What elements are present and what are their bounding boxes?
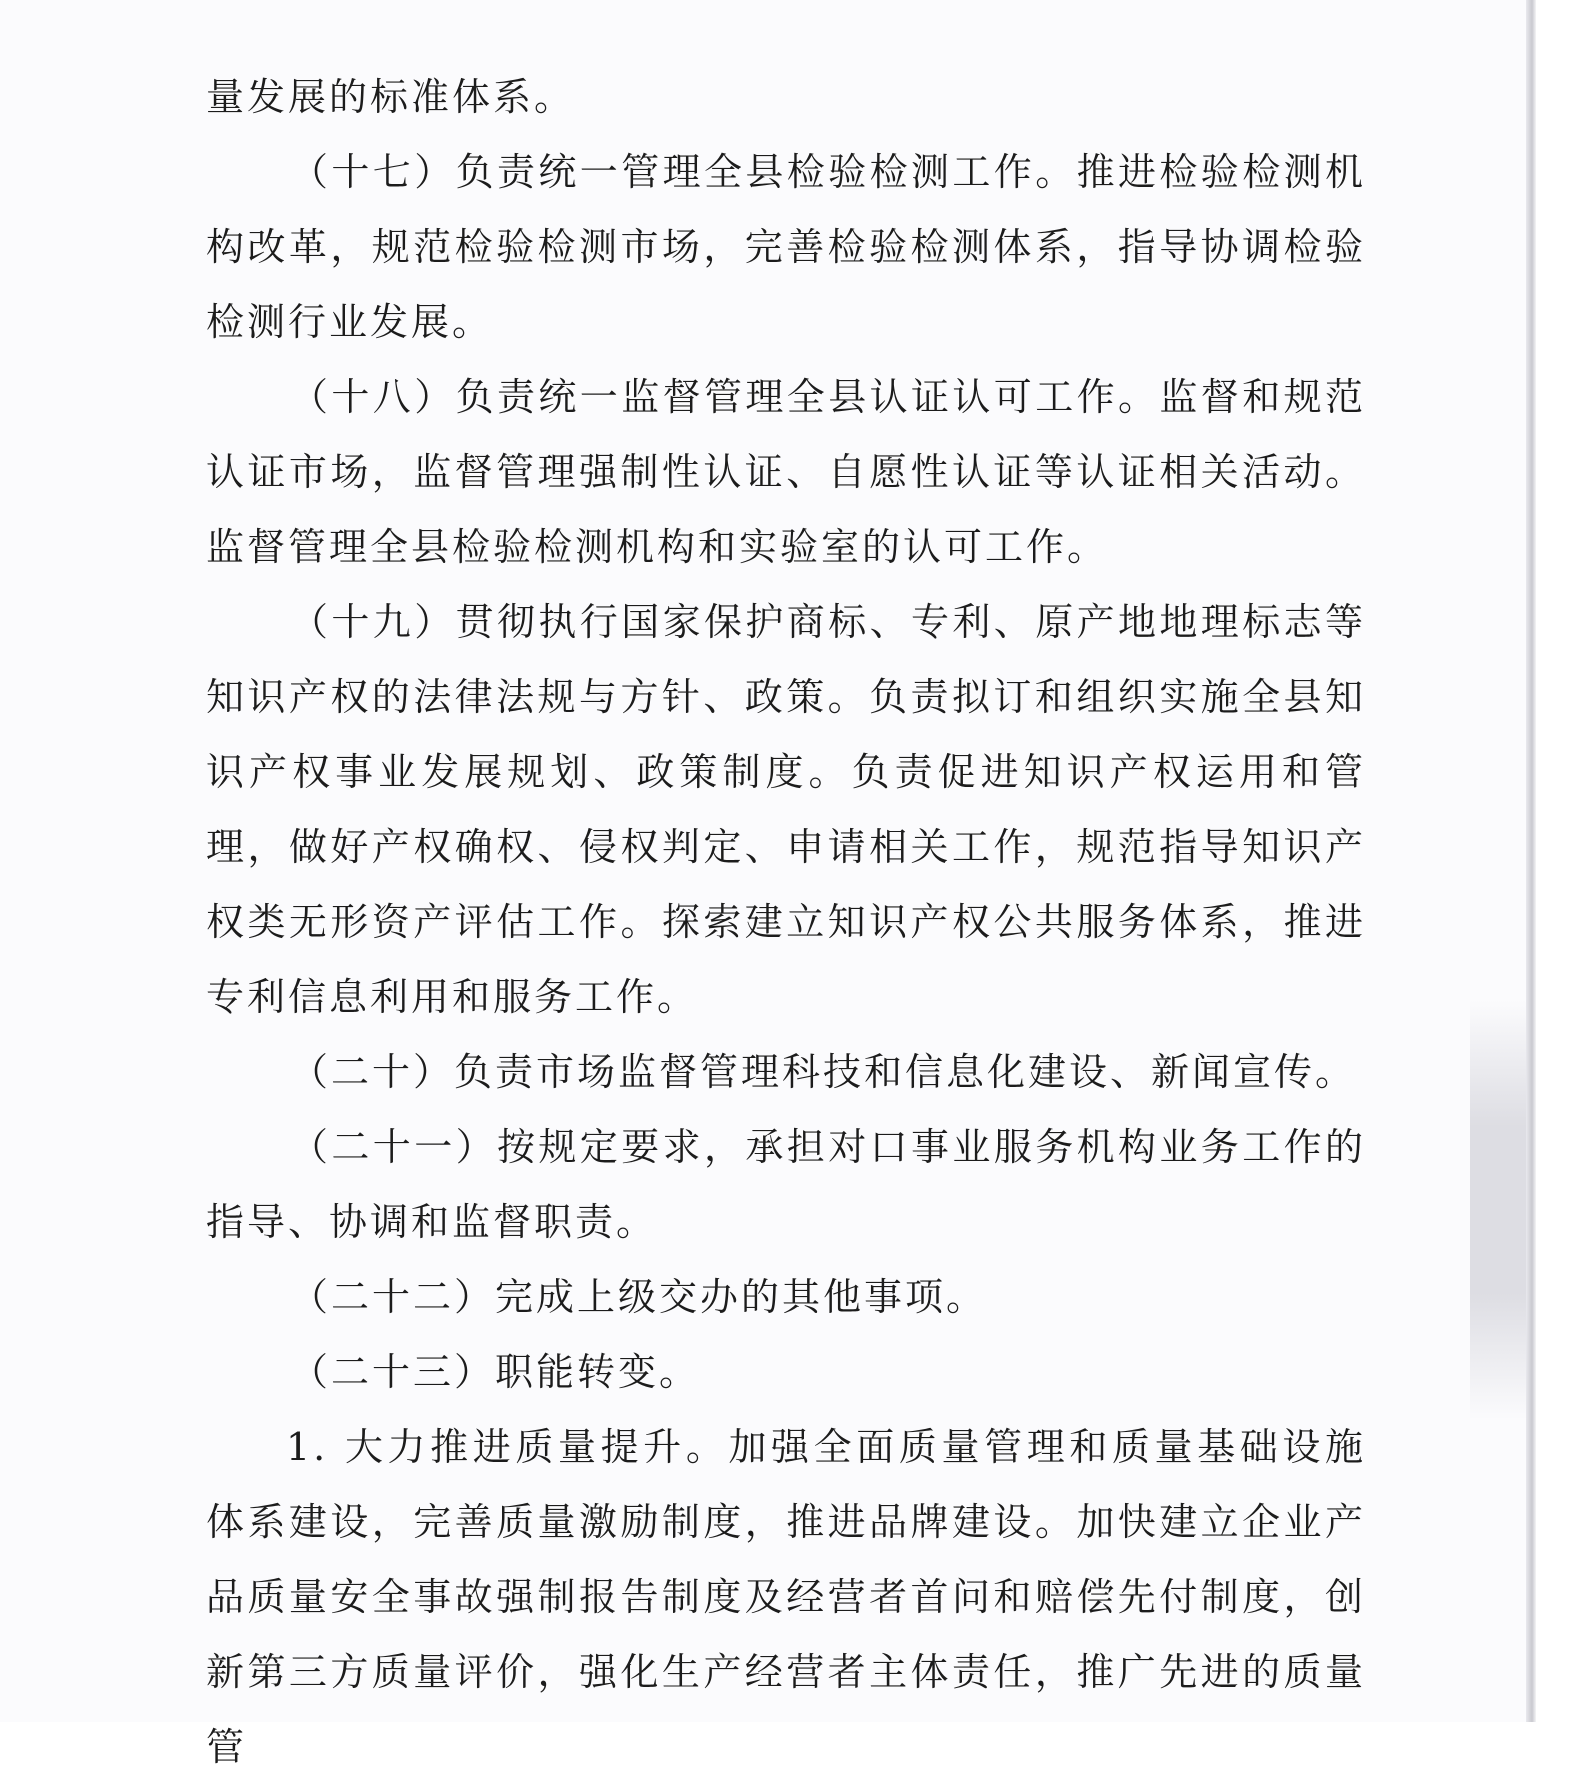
document-body — [206, 60, 1366, 1785]
paragraph-item-21: （二十一）按规定要求，承担对口事业服务机构业务工作的指导、协调和监督职责。 — [206, 1125, 1366, 1244]
paragraph-item-18: （十八）负责统一监督管理全县认证认可工作。监督和规范认证市场，监督管理强制性认证、自愿性认证等认证相关活动。监督管理全县检验检测机构和实验室的认可工作。 — [206, 375, 1366, 569]
paragraph-item-17: （十七）负责统一管理全县检验检测工作。推进检验检测机构改革，规范检验检测市场，完善检验检测体系，指导协调检验检测行业发展。 — [206, 150, 1366, 344]
paragraph-item-20: （二十）负责市场监督管理科技和信息化建设、新闻宣传。 — [290, 1050, 1357, 1094]
paragraph-subitem-1: 1. 大力推进质量提升。加强全面质量管理和质量基础设施体系建设，完善质量激励制度，推进品牌建设。加快建立企业产品质量安全事故强制报告制度及经营者首问和赔偿先付制度，创新第三方质量评价，强化生产经营者主体责任，推广先进的质量管 — [206, 1425, 1366, 1769]
paragraph-item-23: （二十三）职能转变。 — [290, 1350, 701, 1394]
paragraph-item-19: （十九）贯彻执行国家保护商标、专利、原产地地理标志等知识产权的法律法规与方针、政策。负责拟订和组织实施全县知识产权事业发展规划、政策制度。负责促进知识产权运用和管理，做好产权确权、侵权判定、申请相关工作，规范指导知识产权类无形资产评估工作。探索建立知识产权公共服务体系，推进专利信息利用和服务工作。 — [206, 600, 1366, 1019]
paragraph-continuation: 量发展的标准体系。 — [206, 75, 576, 119]
page-right-margin — [1536, 0, 1587, 1722]
scan-bleed-through — [1470, 1000, 1526, 1420]
paragraph-item-22: （二十二）完成上级交办的其他事项。 — [290, 1275, 988, 1319]
page-edge-shadow — [1526, 0, 1536, 1722]
